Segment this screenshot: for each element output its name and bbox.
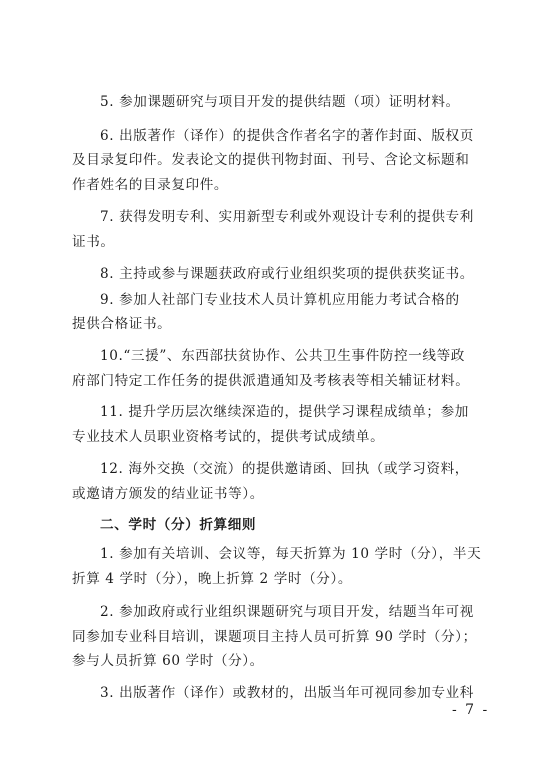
item-12-line-2: 或邀请方颁发的结业证书等）。 bbox=[72, 486, 264, 502]
item-11-line-1: 11. 提升学历层次继续深造的，提供学习课程成绩单；参加 bbox=[100, 404, 469, 420]
item-6-line-1: 6. 出版著作（译作）的提供含作者名字的著作封面、版权页 bbox=[100, 128, 474, 144]
item-5: 5. 参加课题研究与项目开发的提供结题（项）证明材料。 bbox=[100, 94, 460, 110]
rule-1-line-1: 1. 参加有关培训、会议等，每天折算为 10 学时（分），半天 bbox=[100, 546, 482, 562]
rule-3-line-1: 3. 出版著作（译作）或教材的，出版当年可视同参加专业科 bbox=[100, 685, 474, 701]
rule-2-line-2: 同参加专业科目培训，课题项目主持人员可折算 90 学时（分）； bbox=[72, 629, 477, 645]
item-6-line-3: 作者姓名的目录复印件。 bbox=[72, 177, 229, 193]
item-12-line-1: 12. 海外交换（交流）的提供邀请函、回执（或学习资料， bbox=[100, 461, 469, 477]
item-9-line-1: 9. 参加人社部门专业技术人员计算机应用能力考试合格的 bbox=[100, 292, 460, 308]
page-number: - 7 - bbox=[452, 702, 490, 718]
item-7-line-2: 证书。 bbox=[72, 234, 115, 250]
item-11-line-2: 专业技术人员职业资格考试的，提供考试成绩单。 bbox=[72, 429, 385, 445]
item-8: 8. 主持或参与课题获政府或行业组织奖项的提供获奖证书。 bbox=[100, 266, 474, 282]
item-7-line-1: 7. 获得发明专利、实用新型专利或外观设计专利的提供专利 bbox=[100, 209, 474, 225]
item-9-line-2: 提供合格证书。 bbox=[72, 316, 172, 332]
item-10-line-2: 府部门特定工作任务的提供派遣通知及考核表等相关辅证材料。 bbox=[72, 373, 470, 389]
rule-2-line-3: 参与人员折算 60 学时（分）。 bbox=[72, 653, 264, 669]
rule-2-line-1: 2. 参加政府或行业组织课题研究与项目开发，结题当年可视 bbox=[100, 604, 474, 620]
item-6-line-2: 及目录复印件。发表论文的提供刊物封面、刊号、含论文标题和 bbox=[72, 152, 470, 168]
item-10-line-1: 10.“三援”、东西部扶贫协作、公共卫生事件防控一线等政 bbox=[100, 348, 465, 364]
section-heading: 二、学时（分）折算细则 bbox=[100, 517, 257, 533]
rule-1-line-2: 折算 4 学时（分），晚上折算 2 学时（分）。 bbox=[72, 571, 353, 587]
